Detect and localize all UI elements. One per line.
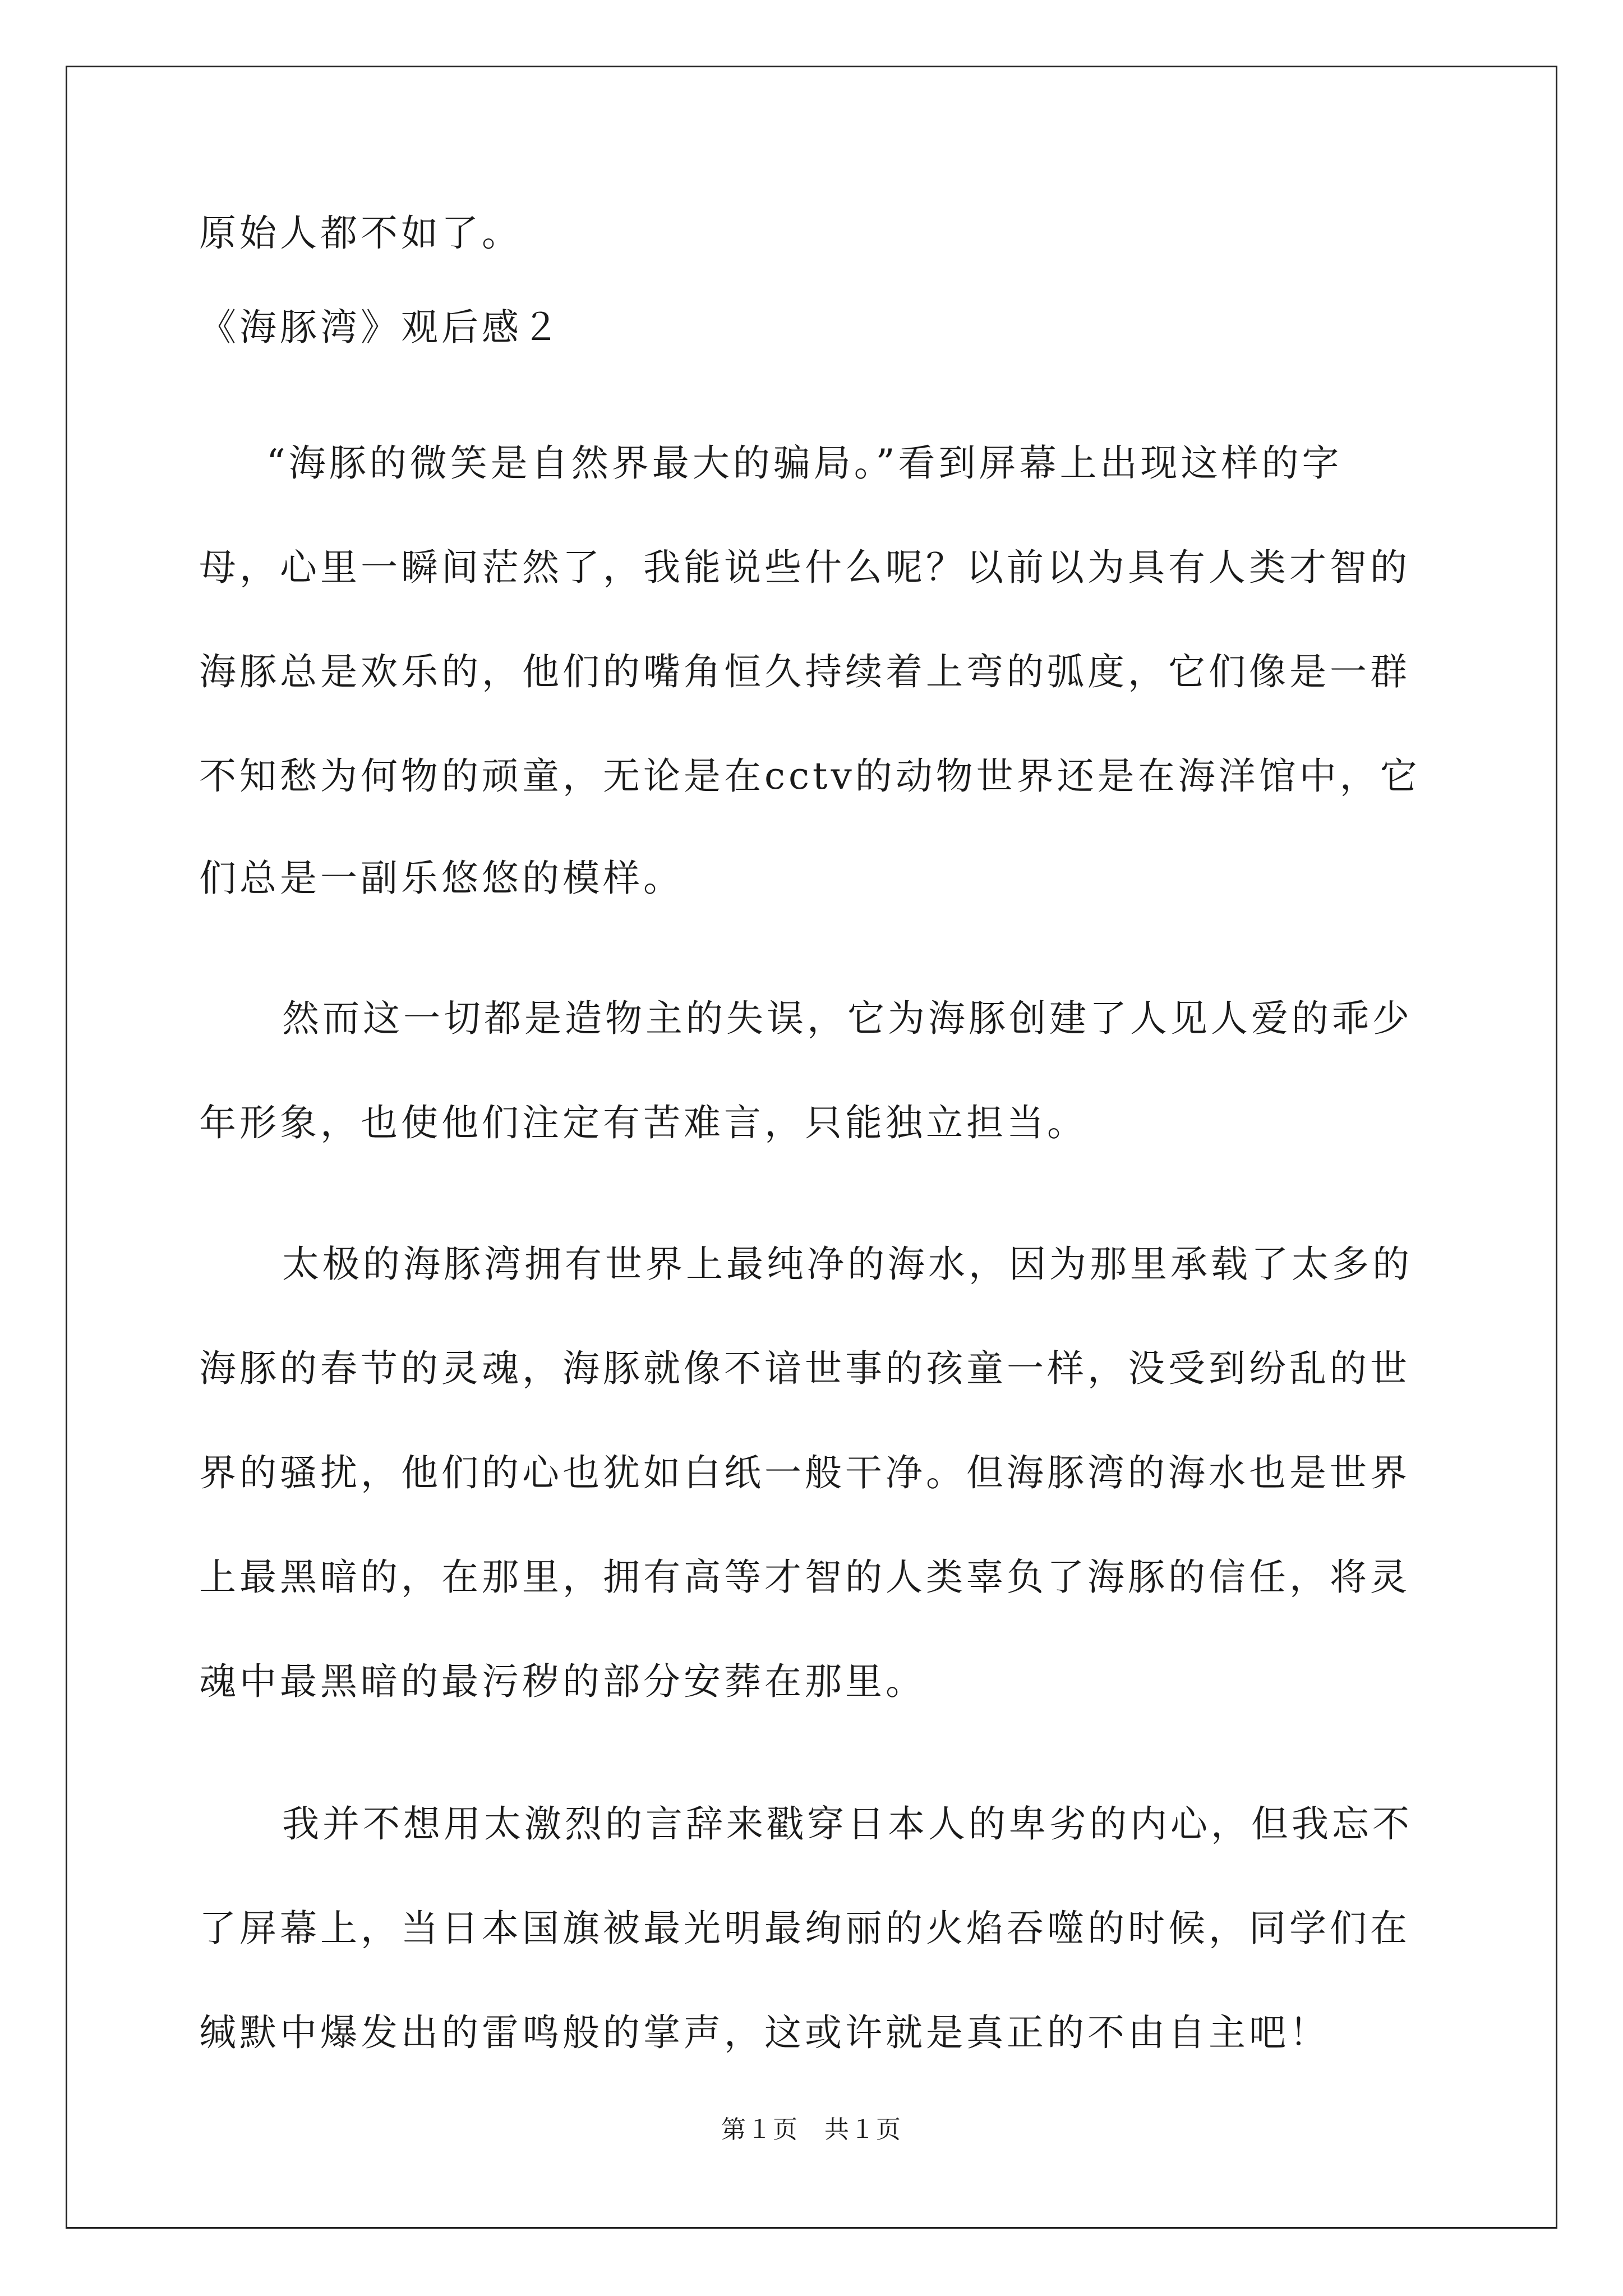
page-number: 第１页 共１页 — [721, 2115, 902, 2144]
text-line: 们总是一副乐悠悠的模样。 — [199, 857, 684, 900]
text-line: 海豚总是欢乐的，他们的嘴角恒久持续着上弯的弧度，它们像是一群 — [199, 650, 1410, 693]
text-line: 原始人都不如了。 — [199, 211, 522, 255]
text-line: 界的骚扰，他们的心也犹如白纸一般干净。但海豚湾的海水也是世界 — [199, 1451, 1410, 1494]
text-line: 上最黑暗的，在那里，拥有高等才智的人类辜负了海豚的信任，将灵 — [199, 1556, 1410, 1599]
page-border — [66, 66, 1557, 2229]
text-line: 了屏幕上，当日本国旗被最光明最绚丽的火焰吞噬的时候，同学们在 — [199, 1907, 1410, 1950]
text-line: 然而这一切都是造物主的失误，它为海豚创建了人见人爱的乖少 — [282, 997, 1413, 1040]
text-line: “海豚的微笑是自然界最大的骗局。”看到屏幕上出现这样的字 — [266, 441, 1343, 485]
text-line: 不知愁为何物的顽童，无论是在cctv的动物世界还是在海洋馆中，它 — [199, 754, 1421, 798]
text-line: 海豚的春节的灵魂，海豚就像不谙世事的孩童一样，没受到纷乱的世 — [199, 1347, 1410, 1390]
text-line: 缄默中爆发出的雷鸣般的掌声，这或许就是真正的不由自主吧！ — [199, 2011, 1330, 2054]
text-line: 母，心里一瞬间茫然了，我能说些什么呢？以前以为具有人类才智的 — [199, 546, 1410, 589]
section-title: 《海豚湾》观后感２ — [199, 306, 562, 349]
text-line: 我并不想用太激烈的言辞来戳穿日本人的卑劣的内心，但我忘不 — [282, 1802, 1413, 1846]
text-line: 太极的海豚湾拥有世界上最纯净的海水，因为那里承载了太多的 — [282, 1243, 1413, 1286]
text-line: 年形象，也使他们注定有苦难言，只能独立担当。 — [199, 1101, 1087, 1144]
text-line: 魂中最黑暗的最污秽的部分安葬在那里。 — [199, 1660, 926, 1703]
